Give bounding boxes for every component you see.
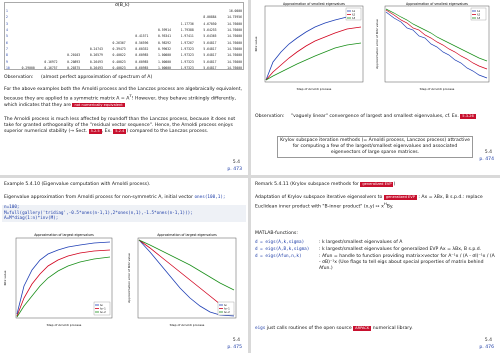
table-cell: 0.60985: [135, 65, 149, 70]
chart3-legend-3: λn-2: [100, 311, 106, 314]
observation2-example-link[interactable]: 5.3.26: [462, 114, 474, 118]
intro-code: ones(100,1);: [194, 195, 226, 200]
remark-para-formula: : Ax = λBx, B s.p.d.:: [418, 195, 465, 200]
function-3-desc: : Afun = handle to function providing matrix×vector for A⁻¹x / (A - σI)⁻¹x / (A - σB)⁻¹x (Use flags to tell eigs about special properties of matrix behind Afun.): [319, 254, 495, 272]
chart1-ylabel: Ritz value: [254, 36, 258, 52]
table-cell: 0.16757: [44, 65, 58, 70]
table-cell: 1.00000: [157, 65, 172, 70]
remark-paragraph: [255, 195, 495, 211]
chart2-ylabel: Approximation error of Ritz value: [375, 19, 379, 69]
matlab-label: MATLAB-functions:: [255, 231, 298, 236]
observation-label: Observation:: [4, 75, 34, 80]
remark-para-c: By.: [386, 204, 394, 210]
table-cell: 1.97323: [180, 59, 194, 64]
chart4-xlabel: Step of Arnoldi process: [169, 323, 205, 327]
table-cell: 1.97323: [180, 65, 194, 70]
table-cell: 0.59914: [157, 28, 172, 33]
chart1-legend-3: λ3: [352, 17, 356, 20]
row-index: 2: [6, 15, 8, 20]
table-cell: 0.99032: [157, 46, 172, 51]
table-cell: 0.60985: [135, 53, 149, 58]
chart1-legend-1: λ1: [352, 10, 356, 13]
table-cell: 14.76000: [227, 59, 242, 64]
table-cell: 1.79388: [180, 28, 194, 33]
example-intro: [4, 195, 244, 201]
slide-3: [0, 178, 248, 353]
para2-mid: , Ex.: [101, 129, 112, 135]
code-line-2: M=full(gallery('tridiag',-0.5*ones(n-1,1),2*ones(n,1),-1.5*ones(n-1,1)));: [4, 210, 193, 216]
footer-end: numerical library.: [372, 326, 413, 331]
sect-link[interactable]: 5.2.5: [90, 129, 100, 134]
row-index: 5: [6, 34, 8, 39]
function-item-3: [255, 254, 495, 272]
table-cell: 5.64253: [203, 28, 217, 33]
table-cell: 0.26579: [89, 53, 103, 58]
ritz-value-table: [4, 2, 244, 70]
table-cell: 5.64365: [203, 34, 217, 39]
chart1-legend-2: λ2: [352, 13, 356, 17]
chart3-xlabel: Step of Arnoldi process: [46, 323, 82, 327]
largest-eigen-charts: [0, 226, 248, 336]
chart4-legend-2: λn-1: [224, 307, 230, 311]
chart3-title: Approximation of largest eigenvalues: [34, 233, 94, 237]
chart2-legend-2: λ2: [477, 13, 481, 17]
slide-number: 5.4: [232, 338, 240, 343]
chart1-xlabel: Step of Arnoldi process: [296, 87, 332, 91]
observation2-label: Observation:: [255, 114, 285, 119]
table-cell: 1.00000: [157, 59, 172, 64]
para1-text-b: ! However, they behave strikingly differently, which indicates that they are: [4, 96, 236, 108]
table-row: [5, 65, 243, 71]
table-cell: 0.41571: [135, 34, 149, 39]
para2-end: ) compared to the Lanczos process.: [126, 129, 209, 135]
observation-2: [255, 114, 495, 120]
table-cell: 14.76000: [227, 53, 242, 58]
slide-number: 5.4: [232, 160, 240, 165]
table-header: σ(B_k): [115, 3, 130, 8]
intro-text: Eigenvalue approximation from Arnoldi process for non-symmetric A, initial vector: [4, 195, 193, 200]
chart4-legend-1: λn: [224, 304, 228, 307]
row-index: 4: [6, 28, 8, 33]
remark-title: [255, 182, 495, 188]
page-number[interactable]: p. 475: [227, 345, 242, 350]
para1-text-a: For the above examples both the Arnoldi process and the Lanczos process are algebraically equivalent, because they are applied to a symmetric matrix A = A: [4, 87, 242, 102]
table-cell: 4.67050: [203, 21, 217, 26]
observation2-text: "vaguely linear" convergence of largest and smallest eigenvalues, cf. Ex.: [291, 114, 459, 119]
table-cell: 0.40022: [112, 53, 126, 58]
slide-2: [251, 0, 500, 175]
observation-text: (almost perfect approximation of spectrum of A): [41, 75, 153, 80]
table-cell: 0.20103: [67, 53, 81, 58]
page-number[interactable]: p. 473: [227, 167, 242, 172]
row-index: 7: [6, 46, 8, 51]
table-cell: 0.29000: [21, 65, 35, 70]
function-2-desc: : k largest/smallest eigenvalues for generalized EVP Ax = λBx, B s.p.d.: [319, 247, 482, 253]
slide-number: 5.4: [484, 338, 492, 343]
chart2-series-1: [386, 12, 487, 78]
table-cell: 5.64817: [203, 65, 217, 70]
chart2-title: Approximation of smallest eigenvalues: [406, 2, 468, 6]
slide-number: 5.4: [484, 150, 492, 155]
page-number[interactable]: p. 474: [479, 157, 494, 162]
remark-para-a: Adaptation of Krylov subspace iterative eigensolvers to: [255, 195, 383, 200]
chart1-title: Approximation of smallest eigenvalues: [283, 2, 345, 6]
function-1-desc: : k largest/smallest eigenvalues of A: [319, 240, 403, 245]
function-item-2: [255, 247, 495, 253]
chart4-series-2: [139, 240, 234, 312]
chart1-series-3: [266, 43, 361, 80]
table-cell: 0.60352: [135, 46, 149, 51]
convergence-charts: [251, 0, 500, 95]
row-index: 10: [6, 65, 10, 70]
table-cell: 0.60985: [135, 59, 149, 64]
ritz-table: [5, 8, 243, 71]
table-cell: 0.26367: [112, 40, 126, 45]
table-cell: 5.64817: [203, 59, 217, 64]
code-line-1: n=100;: [4, 205, 20, 210]
chart4-series-3: [139, 240, 234, 290]
table-cell: 1.17736: [180, 21, 194, 26]
table-cell: 14.76000: [227, 21, 242, 26]
table-cell: 0.56596: [135, 40, 149, 45]
table-cell: 16.0000: [228, 9, 242, 14]
chart2-legend-1: λ1: [477, 10, 481, 13]
table-cell: 5.64817: [203, 46, 217, 51]
row-index: 6: [6, 40, 8, 45]
table-cell: 0.40023: [112, 65, 126, 70]
table-cell: 5.64817: [203, 40, 217, 45]
chart4-title: Approximation of largest eigenvalues: [157, 233, 217, 237]
table-cell: 0.98292: [157, 40, 172, 45]
table-cell: 1.97323: [180, 46, 194, 51]
chart3-legend-1: λn: [100, 304, 104, 307]
remark-para-box[interactable]: generalized EVP: [385, 195, 415, 199]
remark-title-text: Remark 5.4.11 (Krylov subspace methods for: [255, 182, 359, 187]
chart1-series-1: [266, 15, 361, 80]
remark-title-end: ): [393, 182, 396, 187]
para1-highlight-box: not numerically equivalent: [74, 102, 123, 107]
slide-4: [251, 178, 500, 353]
remark-title-box: generalized EVP: [362, 182, 392, 186]
table-cell: 1.97411: [180, 34, 194, 39]
table-cell: 0.39473: [112, 46, 126, 51]
table-cell: 0.95341: [157, 34, 172, 39]
table-cell: 0.26493: [89, 59, 103, 64]
table-cell: 14.76000: [227, 46, 242, 51]
observation: [4, 75, 244, 81]
table-cell: 1.97323: [180, 53, 194, 58]
table-cell: 0.40023: [112, 59, 126, 64]
table-cell: 0.20893: [67, 59, 81, 64]
table-cell: 8.00884: [203, 15, 217, 20]
footer-text: just calls routines of the open source: [266, 326, 352, 331]
remark-para-b: replace Euclidean inner product with "B-inner product" (x,y) ↦ x: [255, 195, 483, 210]
chart4-ylabel: Approximation error of Ritz value: [127, 253, 131, 303]
para1-sup: T: [129, 93, 132, 99]
function-3-code: d = eigs(Afun,n,k): [255, 254, 302, 260]
paragraph-equivalence: [4, 87, 242, 109]
row-index: 8: [6, 53, 8, 58]
function-list: [255, 240, 495, 272]
table-cell: 5.64817: [203, 53, 217, 58]
table-cell: 14.76000: [227, 34, 242, 39]
row-index: 9: [6, 59, 8, 64]
para2-text: The Arnoldi process is much less affected by roundoff than the Lanczos process, because it does not take for granted orthogonality of the "residual vector sequence". Hence, the Arnoldi process enjoys superior numerical stability (→ Sect.: [4, 117, 236, 135]
chart2-xlabel: Step of Arnoldi process: [419, 87, 455, 91]
table-cell: 14.76000: [227, 28, 242, 33]
table-cell: 0.16972: [44, 59, 58, 64]
function-1-code: d = eigs(A,k,sigma): [255, 240, 305, 245]
table-cell: 1.00000: [157, 53, 172, 58]
table-cell: 14.76000: [227, 40, 242, 45]
footer-note: [255, 326, 495, 332]
chart2-legend-3: λ3: [477, 17, 481, 20]
arpack-link[interactable]: ARPACK: [355, 326, 370, 330]
chart3-ylabel: Ritz value: [3, 270, 7, 286]
remark-para-sup: H: [383, 201, 387, 207]
footer-code: eigs: [255, 326, 266, 331]
table-cell: 0.20375: [67, 65, 81, 70]
row-index: 1: [6, 9, 8, 14]
function-item-1: [255, 240, 495, 246]
table-cell: 14.75956: [227, 15, 242, 20]
slide-1: [0, 0, 248, 175]
paragraph-stability: [4, 117, 242, 135]
summary-box: Krylov subspace iteration methods (= Arnoldi process, Lanczos process) attractive for computing a few of the largest/smallest eigenvalues and associated eigenvectors of large sparse matrices.: [277, 136, 473, 158]
table-cell: 0.24743: [89, 46, 103, 51]
code-block: [2, 205, 246, 222]
chart4-legend-3: λn-2: [224, 311, 230, 314]
example-title: Example 5.4.10 (Eigenvalue computation with Arnoldi process).: [4, 182, 151, 187]
chart3-legend-2: λn-1: [100, 307, 106, 311]
example-link[interactable]: 5.2.4: [115, 129, 125, 134]
table-cell: 14.76000: [227, 65, 242, 70]
page-number[interactable]: p. 476: [479, 345, 494, 350]
table-cell: 1.97267: [180, 40, 194, 45]
table-cell: 0.26493: [89, 65, 103, 70]
code-line-3: A=M*diag(1:n)*inv(M);: [4, 216, 59, 222]
row-index: 3: [6, 21, 8, 26]
function-2-code: d = eigs(A,B,k,sigma): [255, 247, 310, 253]
